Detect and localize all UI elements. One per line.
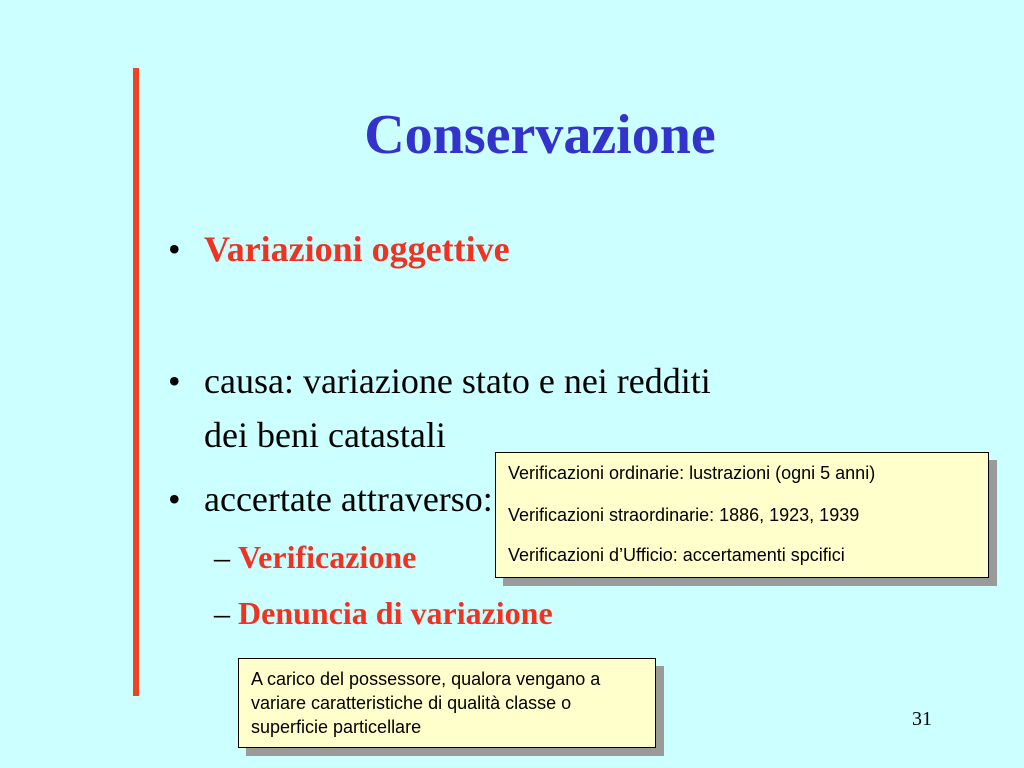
bullet-text: Variazioni oggettive [204,229,510,269]
callout-line-ordinarie: Verificazioni ordinarie: lustrazioni (ogni 5 anni) [508,463,876,483]
bullet-causa [168,360,711,402]
bullet-text-line-1: causa: variazione stato e nei redditi [204,361,711,401]
bullet-accertate [168,478,493,520]
bullet-dot-icon: • [168,229,181,269]
callout-line-ufficio: Verificazioni d’Ufficio: accertamenti spcifici [508,545,845,565]
bullet-dot-icon: • [168,361,181,401]
vertical-accent-bar [133,68,139,696]
sub-bullet-text: Verificazione [238,539,417,575]
sub-bullet-verificazione [214,538,416,576]
page-number: 31 [912,708,932,730]
sub-bullet-text: Denuncia di variazione [238,595,553,631]
sub-bullet-denuncia [214,594,553,632]
slide-title: Conservazione [364,104,716,166]
bullet-causa-continuation [204,414,446,456]
bullet-variazioni-oggettive [168,228,510,270]
callout-verificazioni [495,452,989,578]
callout-denuncia: A carico del possessore, qualora vengano a variare caratteristiche di qualità classe o superficie particellare [238,658,656,748]
dash-mark: – [214,595,230,631]
bullet-text-line-2: dei beni catastali [204,415,446,455]
dash-mark: – [214,539,230,575]
callout-line-straordinarie: Verificazioni straordinarie: 1886, 1923, 1939 [508,505,860,525]
bullet-text: accertate attraverso: [204,479,493,519]
bullet-dot-icon: • [168,479,181,519]
